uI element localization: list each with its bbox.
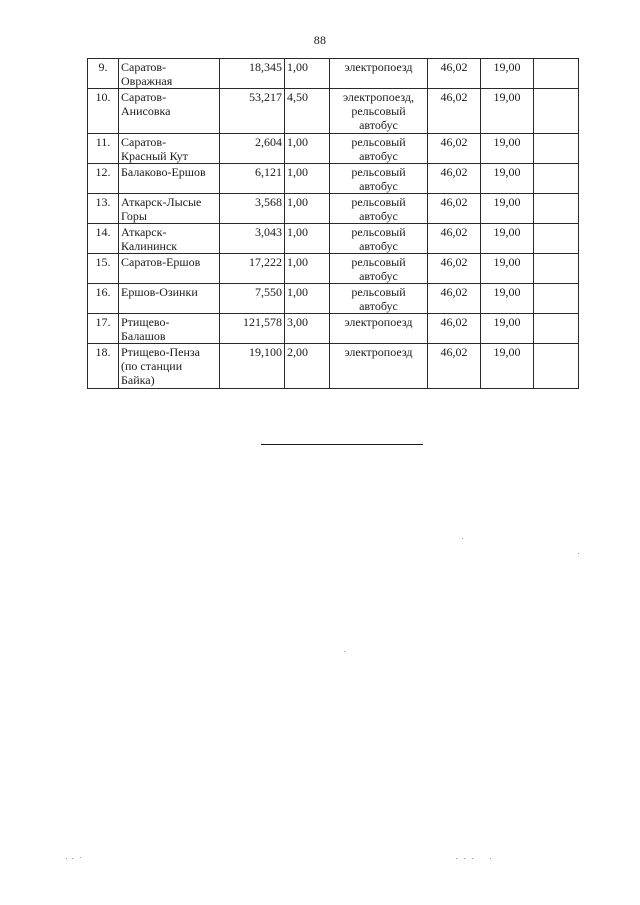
- length-cell: 7,550: [220, 284, 285, 314]
- transport-type-cell: рельсовый автобус: [330, 194, 428, 224]
- price-cell-1: 46,02: [428, 224, 481, 254]
- price-cell-1: 46,02: [428, 284, 481, 314]
- empty-cell: [534, 284, 579, 314]
- empty-cell: [534, 314, 579, 344]
- row-number-cell: 14.: [88, 224, 119, 254]
- coefficient-cell: 1,00: [285, 134, 330, 164]
- route-cell: Саратов- Овражная: [119, 59, 220, 89]
- scan-speck: [464, 858, 465, 859]
- coefficient-cell: 1,00: [285, 164, 330, 194]
- price-cell-1: 46,02: [428, 164, 481, 194]
- coefficient-cell: 1,00: [285, 284, 330, 314]
- transport-type-cell: рельсовый автобус: [330, 284, 428, 314]
- table-row: [88, 314, 579, 344]
- transport-type-cell: электропоезд, рельсовый автобус: [330, 89, 428, 134]
- price-cell-1: 46,02: [428, 59, 481, 89]
- coefficient-cell: 1,00: [285, 194, 330, 224]
- table-row: [88, 59, 579, 89]
- price-cell-2: 19,00: [481, 89, 534, 134]
- price-cell-2: 19,00: [481, 314, 534, 344]
- length-cell: 17,222: [220, 254, 285, 284]
- table-row: [88, 254, 579, 284]
- scan-speck: [72, 858, 73, 859]
- table-row: [88, 89, 579, 134]
- transport-type-cell: рельсовый автобус: [330, 134, 428, 164]
- coefficient-cell: 1,00: [285, 224, 330, 254]
- price-cell-2: 19,00: [481, 59, 534, 89]
- coefficient-cell: 2,00: [285, 344, 330, 389]
- page-number: 88: [313, 33, 327, 47]
- price-cell-2: 19,00: [481, 254, 534, 284]
- scan-speck: [578, 553, 579, 554]
- table-row: [88, 194, 579, 224]
- coefficient-cell: 3,00: [285, 314, 330, 344]
- empty-cell: [534, 254, 579, 284]
- price-cell-1: 46,02: [428, 194, 481, 224]
- price-cell-1: 46,02: [428, 89, 481, 134]
- row-number-cell: 11.: [88, 134, 119, 164]
- table-row: [88, 224, 579, 254]
- scan-speck: [456, 858, 457, 859]
- scan-speck: [80, 857, 81, 858]
- route-cell: Аткарск- Калининск: [119, 224, 220, 254]
- route-cell: Саратов- Красный Кут: [119, 134, 220, 164]
- row-number-cell: 12.: [88, 164, 119, 194]
- row-number-cell: 18.: [88, 344, 119, 389]
- row-number-cell: 13.: [88, 194, 119, 224]
- price-cell-2: 19,00: [481, 194, 534, 224]
- empty-cell: [534, 194, 579, 224]
- length-cell: 3,043: [220, 224, 285, 254]
- route-cell: Саратов- Анисовка: [119, 89, 220, 134]
- table-row: [88, 134, 579, 164]
- route-cell: Балаково-Ершов: [119, 164, 220, 194]
- price-cell-2: 19,00: [481, 224, 534, 254]
- coefficient-cell: 4,50: [285, 89, 330, 134]
- table-row: [88, 164, 579, 194]
- transport-type-cell: электропоезд: [330, 314, 428, 344]
- length-cell: 3,568: [220, 194, 285, 224]
- row-number-cell: 9.: [88, 59, 119, 89]
- row-number-cell: 10.: [88, 89, 119, 134]
- price-cell-1: 46,02: [428, 254, 481, 284]
- price-cell-1: 46,02: [428, 344, 481, 389]
- length-cell: 18,345: [220, 59, 285, 89]
- empty-cell: [534, 134, 579, 164]
- route-cell: Ртищево- Балашов: [119, 314, 220, 344]
- length-cell: 2,604: [220, 134, 285, 164]
- route-cell: Аткарск-Лысые Горы: [119, 194, 220, 224]
- routes-table: [87, 58, 579, 389]
- price-cell-2: 19,00: [481, 134, 534, 164]
- scan-speck: [344, 651, 345, 652]
- scan-speck: [472, 858, 473, 859]
- transport-type-cell: рельсовый автобус: [330, 224, 428, 254]
- row-number-cell: 15.: [88, 254, 119, 284]
- length-cell: 121,578: [220, 314, 285, 344]
- row-number-cell: 16.: [88, 284, 119, 314]
- table-row: [88, 344, 579, 389]
- transport-type-cell: рельсовый автобус: [330, 254, 428, 284]
- row-number-cell: 17.: [88, 314, 119, 344]
- empty-cell: [534, 59, 579, 89]
- price-cell-2: 19,00: [481, 284, 534, 314]
- route-cell: Ртищево-Пенза (по станции Байка): [119, 344, 220, 389]
- coefficient-cell: 1,00: [285, 59, 330, 89]
- price-cell-2: 19,00: [481, 164, 534, 194]
- coefficient-cell: 1,00: [285, 254, 330, 284]
- route-cell: Саратов-Ершов: [119, 254, 220, 284]
- scan-speck: [66, 858, 67, 859]
- empty-cell: [534, 344, 579, 389]
- scan-speck: [490, 858, 491, 859]
- empty-cell: [534, 89, 579, 134]
- price-cell-1: 46,02: [428, 314, 481, 344]
- empty-cell: [534, 224, 579, 254]
- scan-speck: [462, 538, 463, 539]
- length-cell: 19,100: [220, 344, 285, 389]
- route-cell: Ершов-Озинки: [119, 284, 220, 314]
- length-cell: 53,217: [220, 89, 285, 134]
- length-cell: 6,121: [220, 164, 285, 194]
- separator-line: [261, 444, 423, 445]
- transport-type-cell: рельсовый автобус: [330, 164, 428, 194]
- transport-type-cell: электропоезд: [330, 344, 428, 389]
- price-cell-1: 46,02: [428, 134, 481, 164]
- transport-type-cell: электропоезд: [330, 59, 428, 89]
- price-cell-2: 19,00: [481, 344, 534, 389]
- empty-cell: [534, 164, 579, 194]
- table-row: [88, 284, 579, 314]
